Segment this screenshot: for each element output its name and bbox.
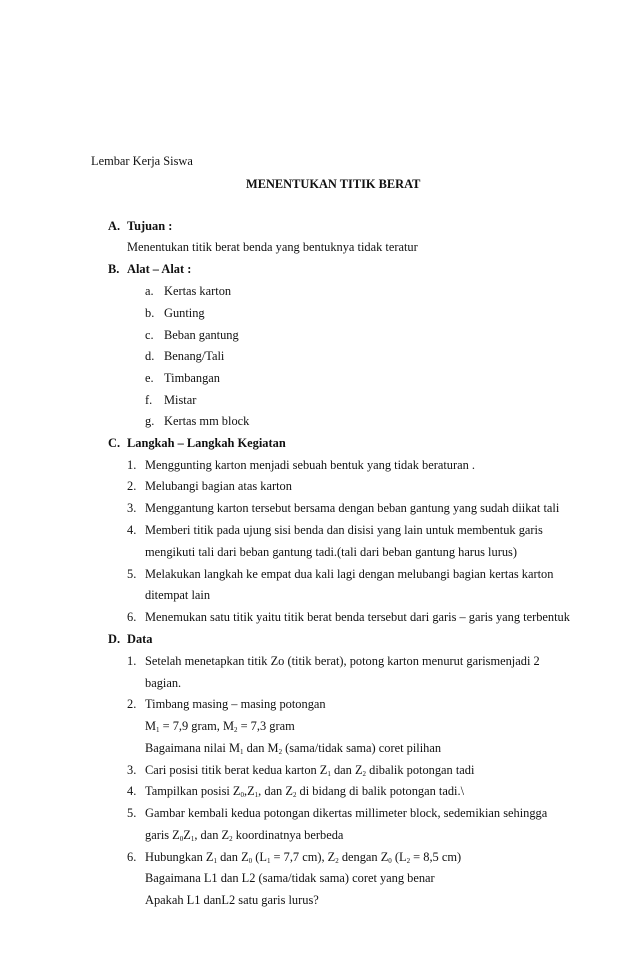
tool-item: Beban gantung (164, 328, 239, 342)
text-run: = 7,7 cm), Z (270, 850, 336, 864)
tool-item: Mistar (164, 393, 197, 407)
step-text: Melubangi bagian atas karton (145, 479, 292, 493)
section-a-marker: A. (108, 219, 121, 233)
step-marker: 3. (127, 501, 137, 515)
data-step-marker: 3. (127, 763, 137, 777)
data-step-text (145, 850, 461, 864)
mass-question (145, 741, 441, 755)
step-marker: 1. (127, 458, 137, 472)
step-marker: 5. (127, 567, 137, 581)
text-run: koordinatnya berbeda (232, 828, 344, 842)
step-marker: 2. (127, 479, 137, 493)
subscript: 1 (327, 770, 331, 778)
text-run: di bidang di balik potongan tadi.\ (296, 784, 465, 798)
section-d-heading: Data (127, 632, 153, 646)
subscript: 2 (233, 726, 238, 734)
subscript: 0 (179, 835, 184, 843)
data-step-marker: 6. (127, 850, 137, 864)
text-run: garis Z (145, 828, 180, 842)
data-step-text-continued: bagian. (145, 676, 182, 690)
data-step-text: Timbang masing – masing potongan (145, 697, 326, 711)
text-run: (L (391, 850, 407, 864)
section-c-marker: C. (108, 436, 121, 450)
data-step-marker: 5. (127, 806, 137, 820)
subscript: 0 (240, 791, 244, 799)
tool-item: Benang/Tali (164, 349, 225, 363)
tool-marker: g. (145, 414, 155, 428)
step-marker: 6. (127, 610, 137, 624)
text-run: ,Z (244, 784, 255, 798)
step-text-continued: ditempat lain (145, 588, 211, 602)
step-marker: 4. (127, 523, 137, 537)
tool-marker: a. (145, 284, 154, 298)
text-run: = 7,3 gram (237, 719, 295, 733)
text-run: (sama/tidak sama) coret pilihan (282, 741, 442, 755)
tool-item: Kertas mm block (164, 414, 250, 428)
text-run: Cari posisi titik berat kedua karton Z (145, 763, 328, 777)
data-step-text: Setelah menetapkan titik Zo (titik berat), potong karton menurut garismenjadi 2 (145, 654, 540, 668)
text-run: Z (183, 828, 191, 842)
tool-item: Gunting (164, 306, 205, 320)
step-text: Menggunting karton menjadi sebuah bentuk yang tidak beraturan . (145, 458, 475, 472)
section-b-marker: B. (108, 262, 120, 276)
data-step-text-continued: Apakah L1 danL2 satu garis lurus? (145, 893, 319, 907)
data-step-text (145, 784, 464, 798)
text-run: , dan Z (194, 828, 230, 842)
section-d-marker: D. (108, 632, 121, 646)
subscript: 1 (254, 791, 259, 799)
section-b-heading: Alat – Alat : (127, 262, 192, 276)
tool-marker: c. (145, 328, 154, 342)
section-c-heading: Langkah – Langkah Kegiatan (127, 436, 286, 450)
text-run: dan Z (330, 763, 363, 777)
data-step-text (145, 763, 474, 777)
text-run: M (145, 719, 157, 733)
subscript: 0 (388, 857, 392, 865)
subscript: 0 (248, 857, 253, 865)
text-run: Tampilkan posisi Z (145, 784, 241, 798)
subscript: 2 (278, 748, 283, 756)
data-step-text-continued (145, 828, 343, 842)
section-a-text: Menentukan titik berat benda yang bentuknya tidak teratur (127, 240, 418, 254)
step-text: Menemukan satu titik yaitu titik berat benda tersebut dari garis – garis yang terbentuk (145, 610, 570, 624)
tool-marker: f. (145, 393, 153, 407)
text-run: dengan Z (338, 850, 389, 864)
tool-marker: e. (145, 371, 154, 385)
text-run: Hubungkan Z (145, 850, 214, 864)
subscript: 2 (362, 770, 367, 778)
step-text: Melakukan langkah ke empat dua kali lagi dengan melubangi bagian kertas karton (145, 567, 554, 581)
data-step-text: Gambar kembali kedua potongan dikertas millimeter block, sedemikian sehingga (145, 806, 548, 820)
text-run: dan Z (216, 850, 249, 864)
text-run: (L (252, 850, 267, 864)
document-label: Lembar Kerja Siswa (91, 154, 193, 168)
section-a-heading: Tujuan : (127, 219, 173, 233)
subscript: 2 (292, 791, 297, 799)
page-title: MENENTUKAN TITIK BERAT (246, 177, 421, 191)
data-step-text-continued: Bagaimana L1 dan L2 (sama/tidak sama) coret yang benar (145, 871, 435, 885)
subscript: 1 (213, 857, 217, 865)
tool-item: Kertas karton (164, 284, 232, 298)
subscript: 2 (406, 857, 411, 865)
tool-marker: d. (145, 349, 155, 363)
subscript: 1 (190, 835, 195, 843)
subscript: 1 (266, 857, 271, 865)
subscript: 1 (156, 726, 160, 734)
text-run: Bagaimana nilai M (145, 741, 240, 755)
tool-item: Timbangan (164, 371, 220, 385)
text-run: dan M (243, 741, 279, 755)
step-text-continued: mengikuti tali dari beban gantung tadi.(tali dari beban gantung harus lurus) (145, 545, 517, 559)
subscript: 2 (335, 857, 339, 865)
text-run: = 8,5 cm) (410, 850, 462, 864)
text-run: , dan Z (258, 784, 293, 798)
data-step-marker: 1. (127, 654, 137, 668)
data-step-marker: 4. (127, 784, 137, 798)
step-text: Menggantung karton tersebut bersama dengan beban gantung yang sudah diikat tali (145, 501, 560, 515)
data-step-marker: 2. (127, 697, 137, 711)
subscript: 2 (229, 835, 233, 843)
tool-marker: b. (145, 306, 155, 320)
step-text: Memberi titik pada ujung sisi benda dan disisi yang lain untuk membentuk garis (145, 523, 543, 537)
text-run: dibalik potongan tadi (366, 763, 475, 777)
subscript: 1 (239, 748, 244, 756)
text-run: = 7,9 gram, M (159, 719, 234, 733)
mass-values (145, 719, 295, 733)
